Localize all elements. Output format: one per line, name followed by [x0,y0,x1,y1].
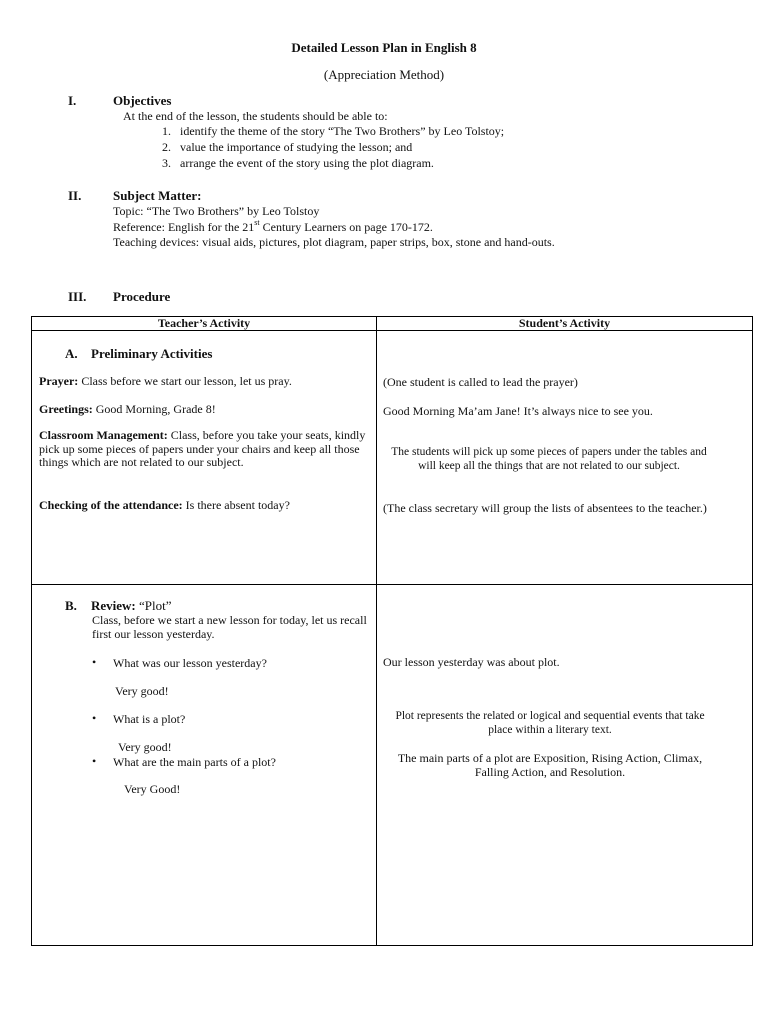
subject-devices: Teaching devices: visual aids, pictures, plot diagram, paper strips, box, stone and hand-outs. [113,235,555,249]
section-b-title [91,598,172,614]
bullet-1: • [92,655,97,669]
student-attendance: (The class secretary will group the lists of absentees to the teacher.) [383,501,707,515]
objective-item-3: arrange the event of the story using the plot diagram. [180,156,434,170]
student-activity-header: Student’s Activity [377,317,753,331]
greetings-label: Greetings: [39,402,93,416]
subject-reference [113,220,433,235]
objective-item-1: identify the theme of the story “The Two Brothers” by Leo Tolstoy; [180,124,505,138]
student-prayer: (One student is called to lead the prayer) [383,375,578,389]
reference-text-end: Century Learners on page 170-172. [259,220,433,234]
procedure-heading: Procedure [113,289,171,304]
objectives-intro: At the end of the lesson, the students should be able to: [123,109,388,123]
objective-number-1: 1. [162,124,171,138]
very-good-1: Very good! [115,684,169,698]
prayer-line [39,374,292,389]
objective-item-2: value the importance of studying the lesson; and [180,140,413,154]
teacher-activity-header: Teacher’s Activity [32,317,377,331]
reference-superscript: st [254,218,260,227]
reference-text: Reference: English for the 21 [113,220,255,234]
review-question-3: What are the main parts of a plot? [113,755,276,769]
section-a-letter: A. [65,346,78,361]
classroom-management-label: Classroom Management: [39,428,168,442]
student-greeting: Good Morning Ma’am Jane! It’s always nice to see you. [383,404,653,418]
review-answer-1: Our lesson yesterday was about plot. [383,655,560,669]
procedure-number: III. [68,289,87,304]
review-intro: Class, before we start a new lesson for today, let us recall first our lesson yesterday. [92,613,367,641]
section-a-title: Preliminary Activities [91,346,213,361]
greetings-text: Good Morning, Grade 8! [92,402,216,416]
objective-number-2: 2. [162,140,171,154]
classroom-management-text: Class, before you take your seats, kindly pick up some pieces of papers under your chairs and keep all those things which are not related to our subject. [39,428,366,469]
prayer-label: Prayer: [39,374,79,388]
greetings-line [39,402,216,417]
subject-topic: Topic: “The Two Brothers” by Leo Tolstoy [113,204,320,218]
subject-number: II. [68,188,82,203]
review-label: Review: [91,598,136,613]
document-title: Detailed Lesson Plan in English 8 [291,40,477,55]
review-question-1: What was our lesson yesterday? [113,656,267,670]
objective-number-3: 3. [162,156,171,170]
objectives-heading: Objectives [113,93,172,108]
review-answer-3: The main parts of a plot are Exposition, Rising Action, Climax, Falling Action, and Resolution. [397,751,703,779]
very-good-2: Very good! [118,740,172,754]
review-question-2: What is a plot? [113,712,186,726]
section-b-letter: B. [65,598,77,613]
review-topic: “Plot” [135,598,172,613]
bullet-3: • [92,754,97,768]
document-subtitle: (Appreciation Method) [323,67,445,82]
objectives-number: I. [68,93,77,108]
attendance-line [39,498,290,513]
student-classroom-management: The students will pick up some pieces of papers under the tables and will keep all the things that are not related to our subject. [391,446,707,472]
attendance-text: Is there absent today? [182,498,290,512]
bullet-2: • [92,711,97,725]
prayer-text: Class before we start our lesson, let us pray. [78,374,292,388]
very-good-3: Very Good! [124,782,181,796]
subject-heading: Subject Matter: [113,188,202,203]
attendance-label: Checking of the attendance: [39,498,183,512]
review-answer-2: Plot represents the related or logical and sequential events that take place within a literary text. [395,710,705,736]
classroom-management [39,429,371,470]
